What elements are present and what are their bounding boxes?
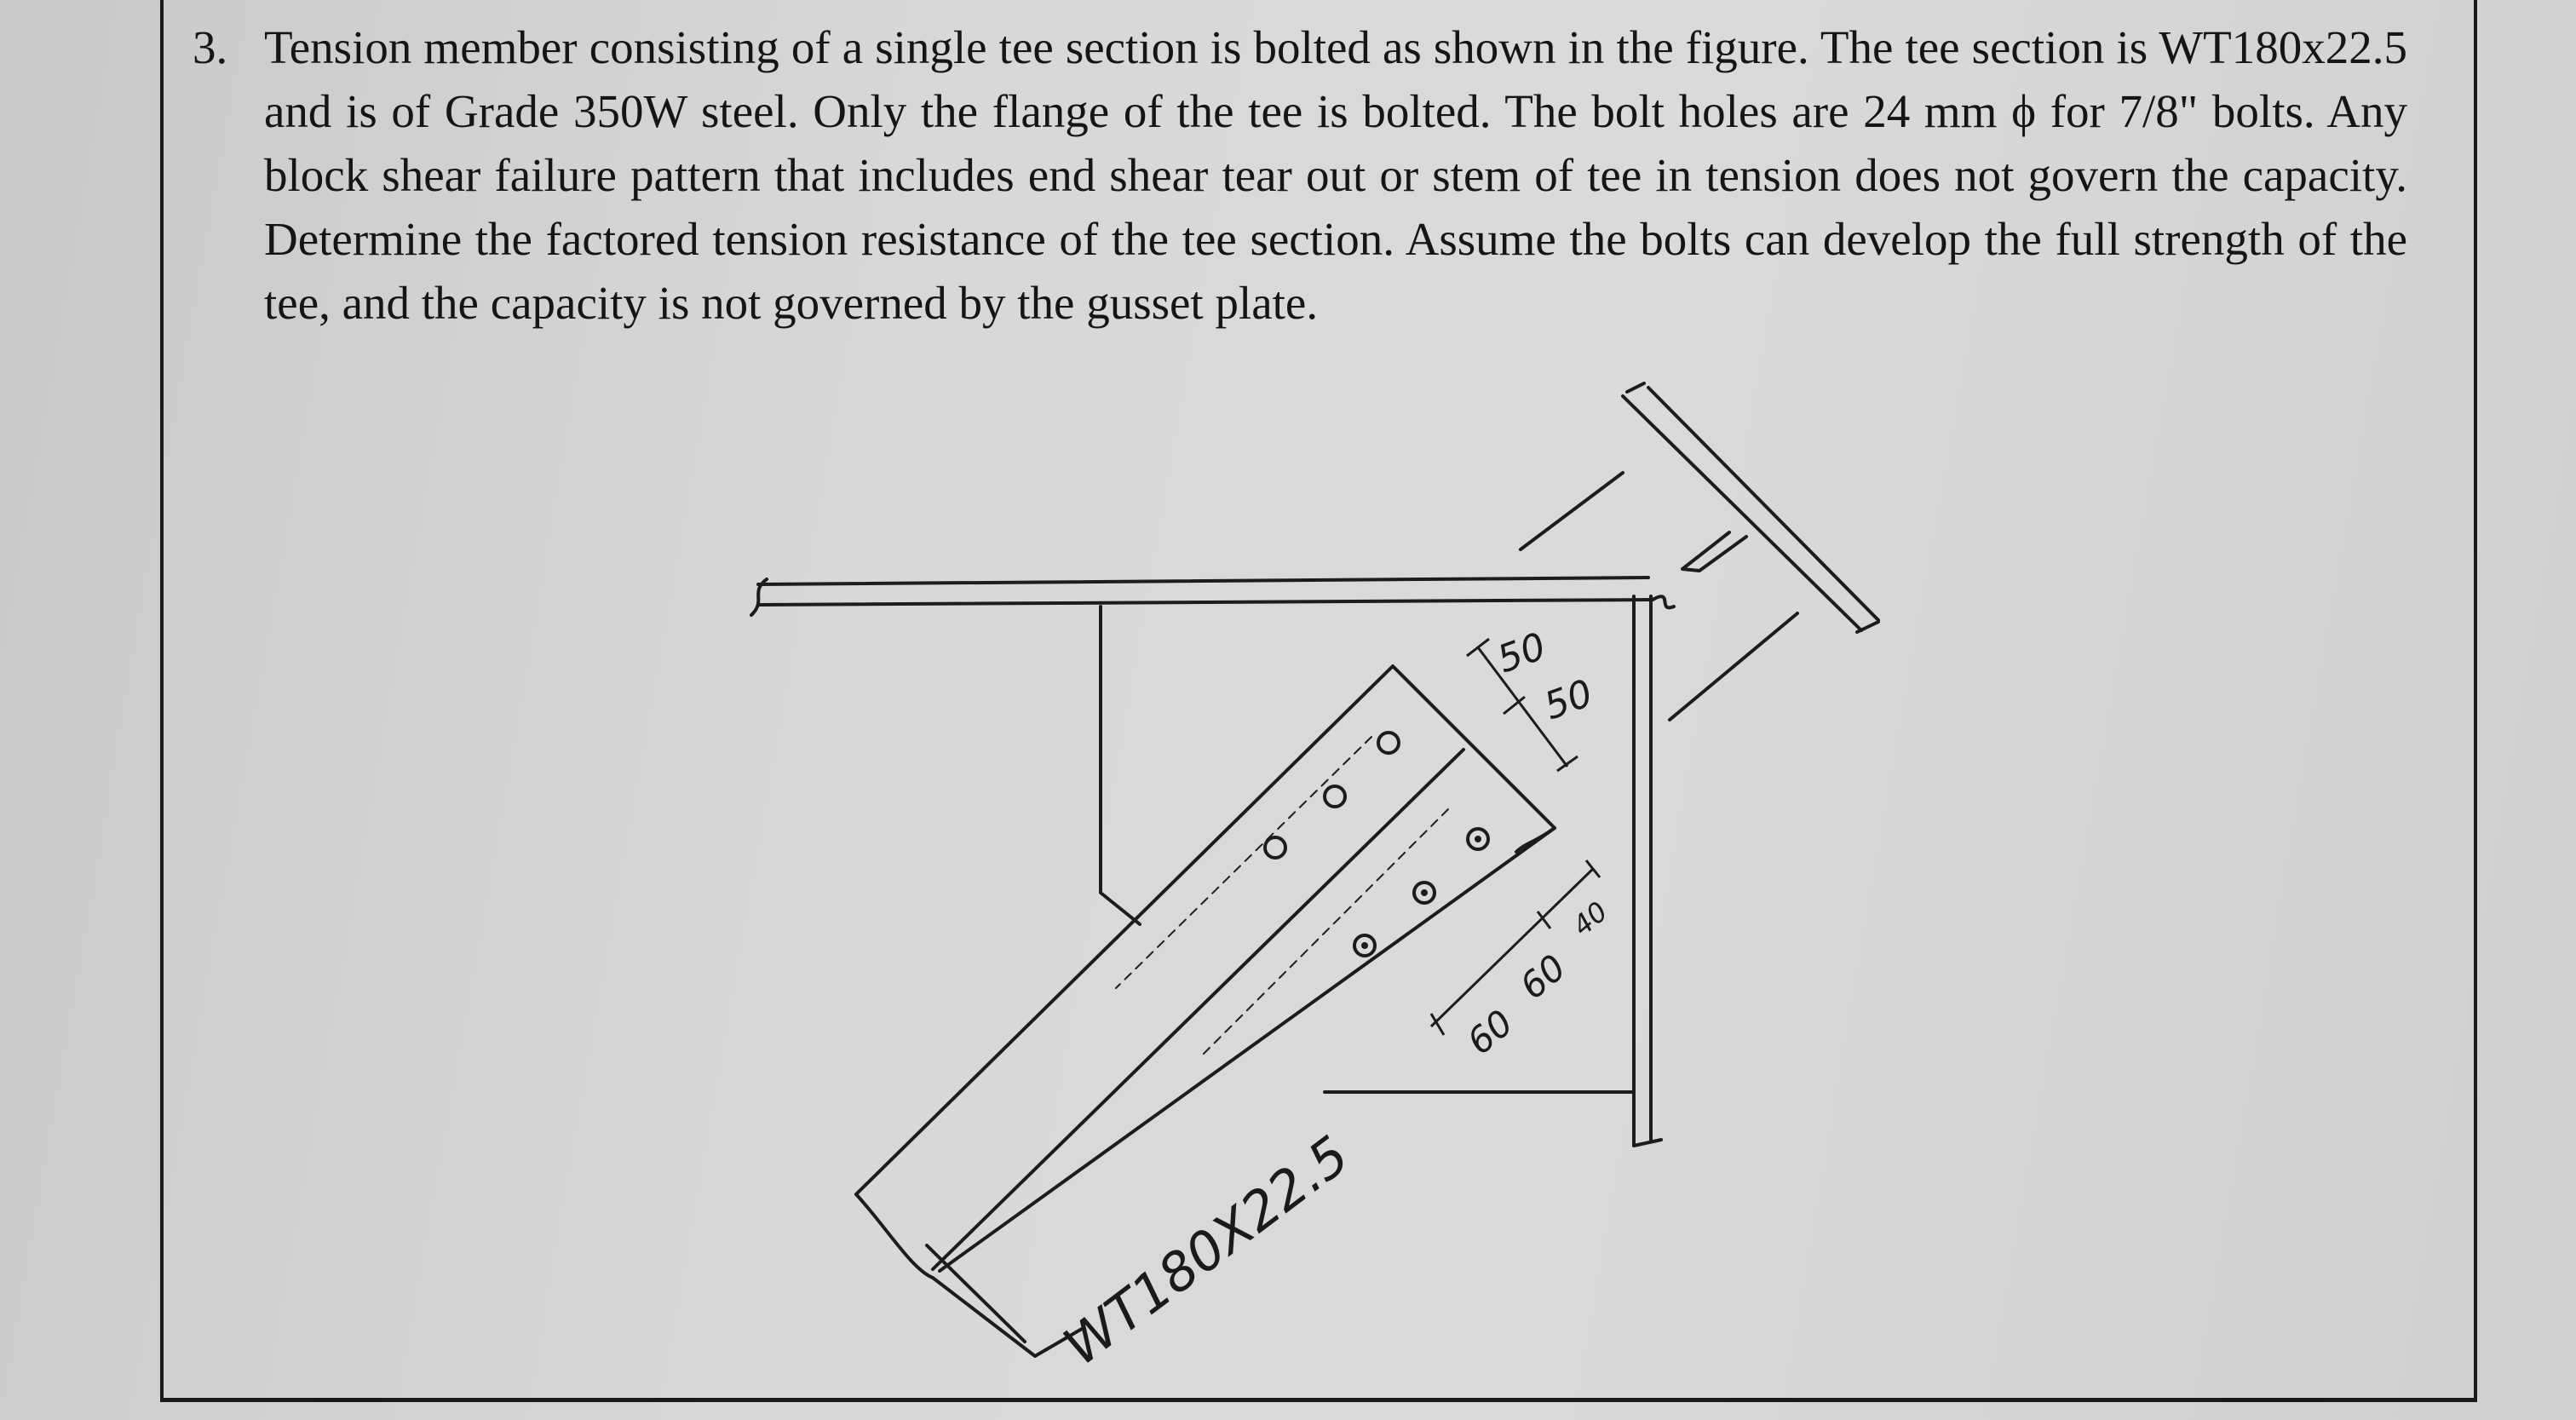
dim-line-bottom bbox=[1431, 869, 1593, 1026]
problem-number: 3. bbox=[193, 21, 228, 73]
problem-text: Tension member consisting of a single tee section is bolted as shown in the figure. The tee section is WT180x22.5 and is of Grade 350W steel. Only the flange of the tee is bolted. The bolt holes are 24 mm ϕ for 7/8" bolts. Any block shear failure pattern that includes end shear tear out or stem of tee in tension does not govern the capacity. Determine the factored tension resistance of the tee section. Assume the bolts can develop the full strength of the tee, and the capacity is not governed by the gusset plate. bbox=[264, 21, 2407, 329]
bolt-hole bbox=[1378, 733, 1399, 753]
diagonal-member bbox=[1521, 388, 1878, 720]
bolt-hole bbox=[1265, 837, 1285, 858]
dim-top-1: 50 bbox=[1492, 624, 1552, 682]
top-chord bbox=[758, 578, 1653, 605]
dim-bottom-1: 60 bbox=[1458, 1001, 1521, 1063]
dim-bottom-3: 40 bbox=[1566, 894, 1614, 943]
section-label: WT180X22.5 bbox=[1052, 1124, 1360, 1377]
dim-top-2: 50 bbox=[1538, 671, 1599, 729]
bolt-hole bbox=[1325, 786, 1345, 807]
dim-bottom-2: 60 bbox=[1511, 946, 1574, 1008]
